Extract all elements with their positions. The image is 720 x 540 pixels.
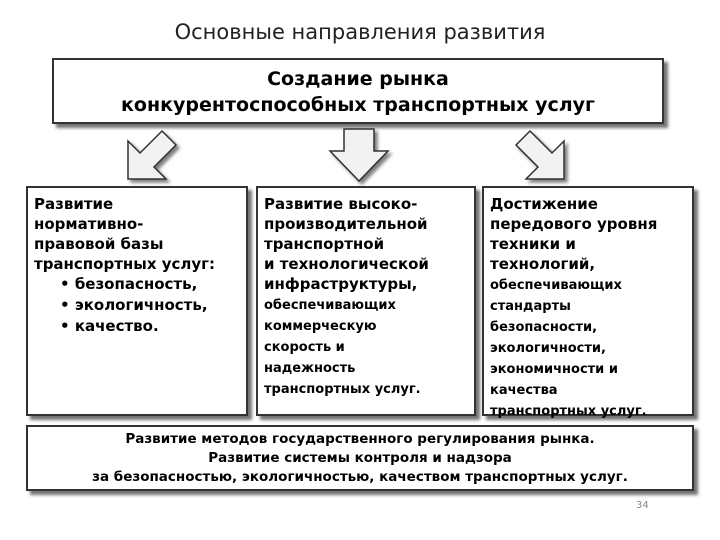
infra-sub-4: надежность — [264, 361, 356, 376]
main-goal-box — [52, 58, 664, 124]
tech-head-2: передового уровня — [490, 215, 658, 233]
infra-head-4: и технологической — [264, 255, 429, 273]
slide-title: Основные направления развития — [174, 20, 546, 44]
bullet-ecology: • экологичность, — [60, 295, 240, 316]
infra-head-5: инфраструктуры, — [264, 275, 418, 293]
page-number: 34 — [636, 500, 649, 511]
tech-head-1: Достижение — [490, 195, 598, 213]
main-goal-line-1: Создание рынка — [267, 68, 449, 90]
legal-head-1: Развитие — [34, 195, 114, 213]
infra-head-3: транспортной — [264, 235, 385, 253]
regulation-line-1: Развитие методов государственного регулирования рынка. — [125, 431, 595, 447]
tech-head-4: технологий, — [490, 255, 596, 273]
legal-head-2: нормативно- — [34, 215, 144, 233]
legal-framework-box — [26, 186, 248, 416]
infra-sub-3: скорость и — [264, 340, 345, 355]
legal-head-3: правовой базы — [34, 235, 164, 253]
legal-bullet-list — [34, 274, 240, 337]
infra-head-1: Развитие высоко- — [264, 195, 418, 213]
regulation-box — [26, 425, 694, 491]
tech-sub-6: качества — [490, 383, 558, 398]
regulation-line-3: за безопасностью, экологичностью, качеством транспортных услуг. — [92, 469, 628, 485]
tech-sub-1: обеспечивающих — [490, 278, 622, 293]
infra-sub-2: коммерческую — [264, 319, 377, 334]
infra-sub-5: транспортных услуг. — [264, 382, 421, 397]
tech-sub-2: стандарты — [490, 299, 571, 314]
tech-sub-7: транспортных услуг. — [490, 404, 647, 419]
infrastructure-box — [256, 186, 476, 416]
technology-box — [482, 186, 694, 419]
arrow-down-left-icon — [128, 131, 176, 179]
infra-sub-1: обеспечивающих — [264, 298, 396, 313]
tech-head-3: техники и — [490, 235, 576, 253]
arrow-down-icon — [330, 129, 388, 181]
regulation-line-2: Развитие системы контроля и надзора — [208, 450, 512, 466]
tech-sub-5: экономичности и — [490, 362, 618, 377]
bullet-safety: • безопасность, — [60, 274, 240, 295]
arrow-down-right-icon — [516, 131, 564, 179]
main-goal-line-2: конкурентоспособных транспортных услуг — [121, 94, 595, 116]
legal-head-4: транспортных услуг: — [34, 255, 216, 273]
tech-sub-3: безопасности, — [490, 320, 598, 335]
bullet-quality: • качество. — [60, 316, 240, 337]
tech-sub-4: экологичности, — [490, 341, 606, 356]
infra-head-2: производительной — [264, 215, 428, 233]
arrows-group — [0, 125, 720, 187]
